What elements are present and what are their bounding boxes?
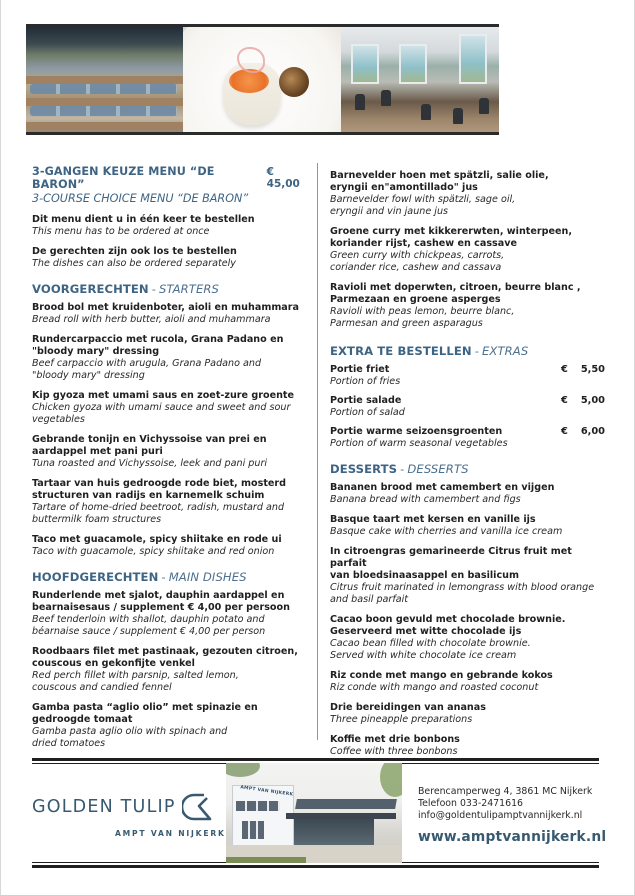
chairs-decor <box>30 84 177 94</box>
dish-item <box>330 734 605 758</box>
brand-subtitle: AMPT VAN NIJKERK <box>115 829 226 838</box>
extra-name-nl: Portie friet <box>330 364 390 375</box>
heading-separator: - <box>400 462 405 476</box>
currency-symbol: € <box>561 364 568 375</box>
website-link[interactable]: www.amptvannijkerk.nl <box>418 829 607 845</box>
building-sign: AMPT VAN NIJKERK <box>239 785 294 798</box>
dish-item <box>32 302 307 326</box>
header-rule-bottom <box>26 132 499 135</box>
phone[interactable]: Telefoon 033-2471616 <box>418 798 523 809</box>
note-en: This menu has to be ordered at once <box>32 226 210 237</box>
chair-decor <box>453 108 463 124</box>
dish-name-en: Bread roll with herb butter, aioli and muhammara <box>32 314 271 325</box>
brand-name: GOLDEN TULIP <box>32 797 176 817</box>
dish-name-en: Chicken gyoza with umami sauce and sweet and sour vegetables <box>32 402 291 425</box>
menu-note <box>32 214 307 238</box>
section-heading-desserts <box>330 462 605 476</box>
golden-tulip-logo <box>32 792 216 822</box>
dish-name-nl: Cacao boon gevuld met chocolade brownie. Geserveerd met witte chocolade ijs <box>330 614 566 637</box>
dish-item <box>330 514 605 538</box>
note-en: The dishes can also be ordered separately <box>32 258 236 269</box>
chair-decor <box>381 90 391 106</box>
menu-price: € 45,00 <box>266 166 300 190</box>
note-nl: Dit menu dient u in één keer te bestellen <box>32 214 255 225</box>
note-nl: De gerechten zijn ook los te bestellen <box>32 246 237 257</box>
dish-item <box>32 390 307 426</box>
dish-name-en: Barnevelder fowl with spätzli, sage oil, eryngii and vin jaune jus <box>330 194 516 217</box>
heading-en: STARTERS <box>159 282 220 296</box>
entrance-decor <box>294 819 374 847</box>
dish-item <box>330 282 605 330</box>
dish-item <box>330 546 605 606</box>
dish-item <box>32 590 307 638</box>
dish-name-nl: Gebrande tonijn en Vichyssoise van prei en aardappel met pani puri <box>32 434 267 457</box>
section-heading-extras <box>330 344 605 358</box>
mains-list-left <box>32 590 307 750</box>
extra-item <box>330 426 605 450</box>
dish-name-en: Cacao bean filled with chocolate brownie. Served with white chocolate ice cream <box>330 638 531 661</box>
dish-item <box>32 702 307 750</box>
chair-decor <box>421 104 431 120</box>
right-column <box>330 170 605 766</box>
extras-list <box>330 364 605 450</box>
dish-item <box>32 646 307 694</box>
roof-decor <box>295 799 397 809</box>
dish-name-nl: In citroengras gemarineerde Citrus fruit met parfait van bloedsinaasappel en basilicum <box>330 546 572 581</box>
dish-item <box>330 614 605 662</box>
dish-name-en: Red perch fillet with parsnip, salted lemon, couscous and candied fennel <box>32 670 239 693</box>
dish-item <box>330 226 605 274</box>
windows-decor <box>242 821 264 839</box>
dish-name-nl: Groene curry met kikkererwten, winterpeen, koriander rijst, cashew en cassave <box>330 226 572 249</box>
dish-name-en: Coffee with three bonbons <box>330 746 458 757</box>
extra-name-en: Portion of warm seasonal vegetables <box>330 438 508 449</box>
table-decor <box>26 122 183 130</box>
window-decor <box>459 34 487 84</box>
header-rule-top <box>26 24 499 27</box>
section-heading-mains <box>32 570 307 584</box>
heading-en: DESSERTS <box>407 462 469 476</box>
dish-name-nl: Bananen brood met camembert en vijgen <box>330 482 555 493</box>
extra-name-en: Portion of fries <box>330 376 401 387</box>
menu-note <box>32 246 307 270</box>
dish-name-nl: Taco met guacamole, spicy shiitake en rode ui <box>32 534 282 545</box>
extra-item <box>330 395 605 419</box>
heading-en: EXTRAS <box>482 344 529 358</box>
table-decor <box>26 98 183 106</box>
footer-rule <box>32 865 599 868</box>
dish-name-en: Tartare of home-dried beetroot, radish, mustard and buttermilk foam structures <box>32 502 285 525</box>
dish-item <box>330 702 605 726</box>
chair-decor <box>355 94 365 110</box>
dish-item <box>32 434 307 470</box>
tree-decor <box>380 763 402 797</box>
price-value: 5,00 <box>580 395 605 406</box>
menu-title: 3-GANGEN KEUZE MENU “DE BARON” <box>32 165 215 191</box>
chairs-decor <box>30 106 177 116</box>
extra-price <box>561 364 605 388</box>
dish-name-nl: Basque taart met kersen en vanille ijs <box>330 514 536 525</box>
dish-name-nl: Koffie met drie bonbons <box>330 734 460 745</box>
window-decor <box>399 44 427 84</box>
desserts-list <box>330 482 605 758</box>
dish-name-en: Citrus fruit marinated in lemongrass with blood orange and basil parfait <box>330 582 595 605</box>
dish-name-nl: Tartaar van huis gedroogde rode biet, mosterd structuren van radijs en karnemelk schuim <box>32 478 287 501</box>
heading-nl: EXTRA TE BESTELLEN <box>330 344 472 358</box>
dish-item <box>32 478 307 526</box>
dish-name-nl: Gamba pasta “aglio olio” met spinazie en gedroogde tomaat <box>32 702 258 725</box>
starters-list <box>32 302 307 558</box>
chair-decor <box>479 98 489 114</box>
windows-decor <box>236 801 280 811</box>
dessert-plate-photo <box>183 24 341 135</box>
dish-name-en: Riz conde with mango and roasted coconut <box>330 682 539 693</box>
footer-rule <box>32 758 599 761</box>
dish-name-nl: Brood bol met kruidenboter, aioli en muhammara <box>32 302 299 313</box>
dish-item <box>330 482 605 506</box>
dish-name-nl: Barnevelder hoen met spätzli, salie olie, eryngii en"amontillado" jus <box>330 170 549 193</box>
left-column <box>32 165 307 758</box>
header-photo-band <box>26 24 499 135</box>
dish-name-en: Beef tenderloin with shallot, dauphin potato and béarnaise sauce / supplement € 4,00 per person <box>32 614 266 637</box>
extra-price <box>561 426 605 450</box>
menu-subtitle: 3-COURSE CHOICE MENU “DE BARON” <box>32 192 249 205</box>
section-heading-starters <box>32 282 307 296</box>
dish-name-en: Taco with guacamole, spicy shiitake and red onion <box>32 546 275 557</box>
restaurant-interior-photo <box>26 24 183 135</box>
tulip-logo-icon <box>182 792 216 822</box>
extra-item <box>330 364 605 388</box>
dish-name-en: Banana bread with camembert and figs <box>330 494 521 505</box>
extra-name-nl: Portie warme seizoensgroenten <box>330 426 503 437</box>
address: Berencamperweg 4, 3861 MC Nijkerk <box>418 786 593 797</box>
dish-name-en: Three pineapple preparations <box>330 714 473 725</box>
hotel-building-photo <box>226 763 402 863</box>
menu-title-row <box>32 165 307 191</box>
tree-decor <box>226 763 260 777</box>
restaurant-bar-photo <box>341 24 499 135</box>
heading-separator: - <box>151 282 157 296</box>
heading-separator: - <box>161 570 166 584</box>
dish-name-en: Basque cake with cherries and vanilla ice cream <box>330 526 563 537</box>
dish-name-en: Tuna roasted and Vichyssoise, leek and pani puri <box>32 458 268 469</box>
extra-name-nl: Portie salade <box>330 395 402 406</box>
table-decor <box>26 76 183 84</box>
dish-item <box>330 170 605 218</box>
dish-name-nl: Runderlende met sjalot, dauphin aardappel en bearnaisesaus / supplement € 4,00 per persoon <box>32 590 290 613</box>
heading-nl: DESSERTS <box>330 462 398 476</box>
hedge-decor <box>226 857 306 863</box>
dish-name-en: Ravioli with peas lemon, beurre blanc, Parmesan and green asparagus <box>330 306 515 329</box>
contact-block <box>418 786 606 845</box>
dish-name-nl: Riz conde met mango en gebrande kokos <box>330 670 553 681</box>
praline-shape <box>279 67 309 97</box>
dish-item <box>330 670 605 694</box>
price-value: 6,00 <box>580 426 605 437</box>
currency-symbol: € <box>561 426 568 437</box>
window-decor <box>351 44 379 84</box>
column-divider <box>317 163 318 740</box>
dish-item <box>32 334 307 382</box>
email-link[interactable]: info@goldentulipamptvannijkerk.nl <box>418 810 583 821</box>
dish-name-nl: Drie bereidingen van ananas <box>330 702 486 713</box>
price-value: 5,50 <box>580 364 605 375</box>
dish-name-nl: Kip gyoza met umami saus en zoet-zure groente <box>32 390 294 401</box>
dish-name-nl: Rundercarpaccio met rucola, Grana Padano en "bloody mary" dressing <box>32 334 284 357</box>
dish-name-en: Gamba pasta aglio olio with spinach and dried tomatoes <box>32 726 228 749</box>
dish-name-en: Green curry with chickpeas, carrots, coriander rice, cashew and cassava <box>330 250 505 273</box>
dish-item <box>32 534 307 558</box>
dish-name-nl: Roodbaars filet met pastinaak, gezouten citroen, couscous en gekonfijte venkel <box>32 646 298 669</box>
tuile-shape <box>237 47 265 73</box>
currency-symbol: € <box>561 395 568 406</box>
mains-list-right <box>330 170 605 330</box>
dish-name-en: Beef carpaccio with arugula, Grana Padano and "bloody mary" dressing <box>32 358 262 381</box>
extra-name-en: Portion of salad <box>330 407 405 418</box>
extra-price <box>561 395 605 419</box>
heading-nl: VOORGERECHTEN <box>32 282 149 296</box>
dish-name-nl: Ravioli met doperwten, citroen, beurre blanc , Parmezaan en groene asperges <box>330 282 581 305</box>
heading-en: MAIN DISHES <box>168 570 247 584</box>
heading-nl: HOOFDGERECHTEN <box>32 570 159 584</box>
heading-separator: - <box>474 344 479 358</box>
